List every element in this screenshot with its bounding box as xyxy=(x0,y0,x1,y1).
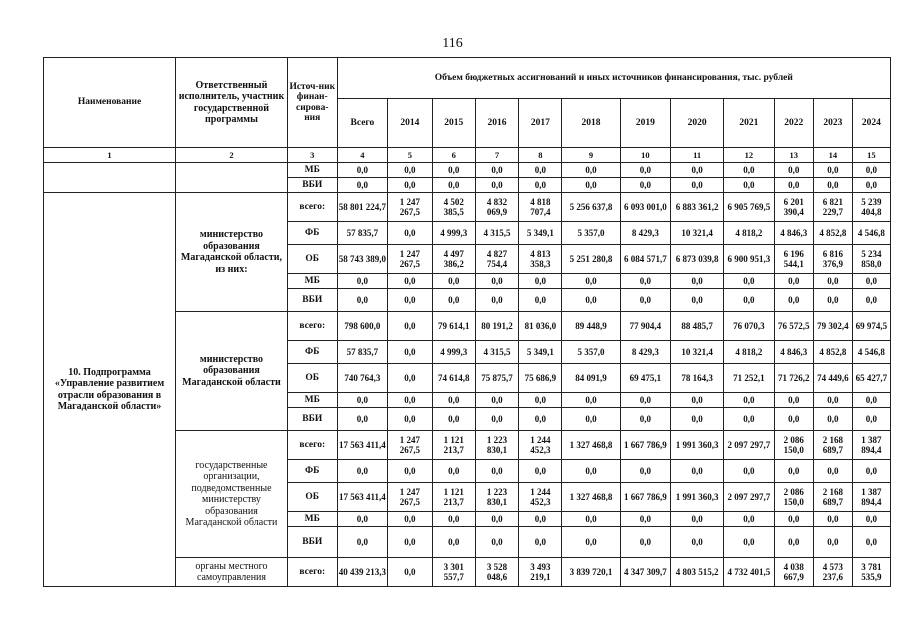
header-year-2016: 2016 xyxy=(475,99,518,148)
header-year-2020: 2020 xyxy=(671,99,724,148)
value-cell: 0,0 xyxy=(432,274,475,289)
value-cell: 2 097 297,7 xyxy=(724,483,775,512)
value-cell: 0,0 xyxy=(852,178,890,193)
value-cell: 0,0 xyxy=(388,558,432,587)
value-cell: 0,0 xyxy=(519,527,562,558)
value-cell: 76 572,5 xyxy=(774,312,813,341)
value-cell: 0,0 xyxy=(388,289,432,312)
value-cell: 0,0 xyxy=(388,460,432,483)
value-cell: 0,0 xyxy=(388,178,432,193)
column-index: 2 xyxy=(176,148,288,163)
value-cell: 1 991 360,3 xyxy=(671,483,724,512)
value-cell: 75 686,9 xyxy=(519,364,562,393)
column-index: 9 xyxy=(562,148,620,163)
value-cell: 0,0 xyxy=(671,527,724,558)
value-cell: 4 038 667,9 xyxy=(774,558,813,587)
value-cell: 4 852,8 xyxy=(813,222,852,245)
value-cell: 0,0 xyxy=(852,393,890,408)
source-cell: МБ xyxy=(287,163,337,178)
source-cell: ВБИ xyxy=(287,289,337,312)
source-cell: ОБ xyxy=(287,245,337,274)
value-cell: 0,0 xyxy=(671,274,724,289)
value-cell: 4 818,2 xyxy=(724,222,775,245)
value-cell: 76 070,3 xyxy=(724,312,775,341)
value-cell: 5 349,1 xyxy=(519,222,562,245)
value-cell: 0,0 xyxy=(813,512,852,527)
value-cell: 0,0 xyxy=(475,178,518,193)
value-cell: 0,0 xyxy=(519,460,562,483)
value-cell: 4 852,8 xyxy=(813,341,852,364)
value-cell: 0,0 xyxy=(774,460,813,483)
value-cell: 0,0 xyxy=(620,460,671,483)
value-cell: 0,0 xyxy=(813,460,852,483)
source-cell: всего: xyxy=(287,312,337,341)
executor-cell-empty xyxy=(176,163,288,193)
value-cell: 0,0 xyxy=(724,512,775,527)
value-cell: 4 818,2 xyxy=(724,341,775,364)
value-cell: 0,0 xyxy=(852,274,890,289)
table-row xyxy=(44,193,891,222)
value-cell: 2 086 150,0 xyxy=(774,483,813,512)
value-cell: 1 121 213,7 xyxy=(432,431,475,460)
value-cell: 0,0 xyxy=(519,512,562,527)
value-cell: 0,0 xyxy=(724,178,775,193)
value-cell: 4 573 237,6 xyxy=(813,558,852,587)
value-cell: 0,0 xyxy=(724,527,775,558)
source-cell: ФБ xyxy=(287,341,337,364)
value-cell: 0,0 xyxy=(388,393,432,408)
value-cell: 0,0 xyxy=(519,393,562,408)
value-cell: 3 839 720,1 xyxy=(562,558,620,587)
value-cell: 0,0 xyxy=(620,512,671,527)
source-cell: ВБИ xyxy=(287,178,337,193)
value-cell: 4 818 707,4 xyxy=(519,193,562,222)
value-cell: 71 726,2 xyxy=(774,364,813,393)
value-cell: 84 091,9 xyxy=(562,364,620,393)
value-cell: 89 448,9 xyxy=(562,312,620,341)
value-cell: 0,0 xyxy=(671,163,724,178)
value-cell: 74 614,8 xyxy=(432,364,475,393)
value-cell: 0,0 xyxy=(774,289,813,312)
value-cell: 0,0 xyxy=(620,178,671,193)
value-cell: 0,0 xyxy=(337,163,388,178)
value-cell: 6 883 361,2 xyxy=(671,193,724,222)
value-cell: 0,0 xyxy=(671,289,724,312)
value-cell: 1 223 830,1 xyxy=(475,431,518,460)
value-cell: 0,0 xyxy=(562,289,620,312)
value-cell: 0,0 xyxy=(562,393,620,408)
value-cell: 3 528 048,6 xyxy=(475,558,518,587)
header-year-2023: 2023 xyxy=(813,99,852,148)
value-cell: 0,0 xyxy=(813,163,852,178)
value-cell: 0,0 xyxy=(475,393,518,408)
value-cell: 0,0 xyxy=(432,408,475,431)
header-name: Наименование xyxy=(44,58,176,148)
value-cell: 0,0 xyxy=(813,289,852,312)
value-cell: 0,0 xyxy=(620,289,671,312)
value-cell: 0,0 xyxy=(337,512,388,527)
value-cell: 5 239 404,8 xyxy=(852,193,890,222)
table-row xyxy=(44,163,891,178)
page-number: 116 xyxy=(442,36,463,51)
value-cell: 0,0 xyxy=(774,274,813,289)
source-cell: всего: xyxy=(287,431,337,460)
value-cell: 0,0 xyxy=(432,289,475,312)
value-cell: 1 387 894,4 xyxy=(852,483,890,512)
value-cell: 6 873 039,8 xyxy=(671,245,724,274)
value-cell: 0,0 xyxy=(388,312,432,341)
value-cell: 0,0 xyxy=(388,408,432,431)
value-cell: 0,0 xyxy=(519,163,562,178)
value-cell: 4 846,3 xyxy=(774,341,813,364)
value-cell: 1 247 267,5 xyxy=(388,193,432,222)
value-cell: 0,0 xyxy=(475,274,518,289)
value-cell: 4 846,3 xyxy=(774,222,813,245)
value-cell: 6 900 951,3 xyxy=(724,245,775,274)
executor-cell: органы местного самоуправления xyxy=(176,558,288,587)
value-cell: 1 247 267,5 xyxy=(388,483,432,512)
value-cell: 0,0 xyxy=(562,527,620,558)
value-cell: 0,0 xyxy=(724,460,775,483)
value-cell: 0,0 xyxy=(852,527,890,558)
column-index: 4 xyxy=(337,148,388,163)
source-cell: ВБИ xyxy=(287,527,337,558)
value-cell: 0,0 xyxy=(813,393,852,408)
value-cell: 0,0 xyxy=(475,460,518,483)
value-cell: 6 196 544,1 xyxy=(774,245,813,274)
value-cell: 17 563 411,4 xyxy=(337,431,388,460)
value-cell: 0,0 xyxy=(813,408,852,431)
value-cell: 4 999,3 xyxy=(432,222,475,245)
value-cell: 58 743 389,0 xyxy=(337,245,388,274)
header-funding-title: Объем бюджетных ассигнований и иных источников финансирования, тыс. рублей xyxy=(337,58,890,99)
header-source: Источ-ник финан-сирова-ния xyxy=(287,58,337,148)
value-cell: 0,0 xyxy=(774,178,813,193)
value-cell: 17 563 411,4 xyxy=(337,483,388,512)
value-cell: 0,0 xyxy=(388,163,432,178)
value-cell: 1 667 786,9 xyxy=(620,483,671,512)
value-cell: 5 357,0 xyxy=(562,222,620,245)
column-index: 14 xyxy=(813,148,852,163)
subprogram-name: 10. Подпрограмма «Управление развитием отрасли образования в Магаданской области» xyxy=(44,193,176,587)
header-year-2015: 2015 xyxy=(432,99,475,148)
value-cell: 0,0 xyxy=(813,527,852,558)
value-cell: 0,0 xyxy=(475,163,518,178)
value-cell: 0,0 xyxy=(337,408,388,431)
value-cell: 75 875,7 xyxy=(475,364,518,393)
value-cell: 4 315,5 xyxy=(475,341,518,364)
value-cell: 740 764,3 xyxy=(337,364,388,393)
executor-cell: министерство образования Магаданской области, из них: xyxy=(176,193,288,312)
value-cell: 1 991 360,3 xyxy=(671,431,724,460)
value-cell: 0,0 xyxy=(388,274,432,289)
value-cell: 4 497 386,2 xyxy=(432,245,475,274)
value-cell: 6 816 376,9 xyxy=(813,245,852,274)
value-cell: 1 223 830,1 xyxy=(475,483,518,512)
value-cell: 6 093 001,0 xyxy=(620,193,671,222)
value-cell: 0,0 xyxy=(519,274,562,289)
name-cell-empty xyxy=(44,163,176,193)
value-cell: 8 429,3 xyxy=(620,341,671,364)
value-cell: 0,0 xyxy=(813,178,852,193)
value-cell: 0,0 xyxy=(852,163,890,178)
value-cell: 0,0 xyxy=(774,527,813,558)
column-index: 15 xyxy=(852,148,890,163)
value-cell: 0,0 xyxy=(620,163,671,178)
value-cell: 0,0 xyxy=(562,178,620,193)
value-cell: 58 801 224,7 xyxy=(337,193,388,222)
value-cell: 0,0 xyxy=(671,408,724,431)
value-cell: 0,0 xyxy=(774,393,813,408)
value-cell: 6 084 571,7 xyxy=(620,245,671,274)
value-cell: 0,0 xyxy=(724,393,775,408)
value-cell: 3 493 219,1 xyxy=(519,558,562,587)
value-cell: 0,0 xyxy=(388,364,432,393)
value-cell: 798 600,0 xyxy=(337,312,388,341)
value-cell: 0,0 xyxy=(774,512,813,527)
value-cell: 1 244 452,3 xyxy=(519,431,562,460)
value-cell: 4 546,8 xyxy=(852,341,890,364)
value-cell: 0,0 xyxy=(562,408,620,431)
value-cell: 0,0 xyxy=(671,178,724,193)
value-cell: 5 251 280,8 xyxy=(562,245,620,274)
header-year-total: Всего xyxy=(337,99,388,148)
column-index: 10 xyxy=(620,148,671,163)
value-cell: 0,0 xyxy=(432,460,475,483)
value-cell: 0,0 xyxy=(671,460,724,483)
value-cell: 0,0 xyxy=(337,393,388,408)
value-cell: 0,0 xyxy=(475,289,518,312)
source-cell: ФБ xyxy=(287,222,337,245)
value-cell: 0,0 xyxy=(432,393,475,408)
value-cell: 0,0 xyxy=(519,178,562,193)
value-cell: 0,0 xyxy=(337,274,388,289)
value-cell: 2 168 689,7 xyxy=(813,431,852,460)
header-year-2014: 2014 xyxy=(388,99,432,148)
value-cell: 79 614,1 xyxy=(432,312,475,341)
value-cell: 0,0 xyxy=(388,341,432,364)
value-cell: 69 475,1 xyxy=(620,364,671,393)
value-cell: 81 036,0 xyxy=(519,312,562,341)
value-cell: 2 168 689,7 xyxy=(813,483,852,512)
value-cell: 57 835,7 xyxy=(337,222,388,245)
value-cell: 0,0 xyxy=(620,527,671,558)
value-cell: 69 974,5 xyxy=(852,312,890,341)
value-cell: 5 234 858,0 xyxy=(852,245,890,274)
value-cell: 0,0 xyxy=(337,527,388,558)
source-cell: МБ xyxy=(287,512,337,527)
value-cell: 0,0 xyxy=(813,274,852,289)
value-cell: 0,0 xyxy=(724,163,775,178)
value-cell: 4 546,8 xyxy=(852,222,890,245)
value-cell: 78 164,3 xyxy=(671,364,724,393)
value-cell: 0,0 xyxy=(337,289,388,312)
value-cell: 0,0 xyxy=(562,460,620,483)
source-cell: всего: xyxy=(287,193,337,222)
executor-cell: министерство образования Магаданской области xyxy=(176,312,288,431)
value-cell: 6 821 229,7 xyxy=(813,193,852,222)
value-cell: 0,0 xyxy=(774,163,813,178)
value-cell: 0,0 xyxy=(774,408,813,431)
value-cell: 1 327 468,8 xyxy=(562,483,620,512)
value-cell: 0,0 xyxy=(432,512,475,527)
value-cell: 77 904,4 xyxy=(620,312,671,341)
value-cell: 0,0 xyxy=(562,512,620,527)
column-index: 8 xyxy=(519,148,562,163)
value-cell: 0,0 xyxy=(475,512,518,527)
value-cell: 0,0 xyxy=(852,408,890,431)
value-cell: 1 387 894,4 xyxy=(852,431,890,460)
column-index: 7 xyxy=(475,148,518,163)
column-index: 1 xyxy=(44,148,176,163)
value-cell: 1 247 267,5 xyxy=(388,245,432,274)
value-cell: 0,0 xyxy=(562,163,620,178)
source-cell: всего: xyxy=(287,558,337,587)
header-year-2017: 2017 xyxy=(519,99,562,148)
source-cell: ВБИ xyxy=(287,408,337,431)
value-cell: 0,0 xyxy=(388,527,432,558)
value-cell: 80 191,2 xyxy=(475,312,518,341)
header-year-2021: 2021 xyxy=(724,99,775,148)
column-index: 11 xyxy=(671,148,724,163)
value-cell: 2 097 297,7 xyxy=(724,431,775,460)
value-cell: 6 201 390,4 xyxy=(774,193,813,222)
source-cell: МБ xyxy=(287,393,337,408)
value-cell: 4 732 401,5 xyxy=(724,558,775,587)
value-cell: 6 905 769,5 xyxy=(724,193,775,222)
value-cell: 0,0 xyxy=(519,408,562,431)
column-index: 13 xyxy=(774,148,813,163)
value-cell: 0,0 xyxy=(432,178,475,193)
funding-table xyxy=(43,57,891,587)
value-cell: 4 803 515,2 xyxy=(671,558,724,587)
column-index: 3 xyxy=(287,148,337,163)
source-cell: ФБ xyxy=(287,460,337,483)
value-cell: 74 449,6 xyxy=(813,364,852,393)
value-cell: 4 813 358,3 xyxy=(519,245,562,274)
value-cell: 0,0 xyxy=(519,289,562,312)
source-cell: ОБ xyxy=(287,364,337,393)
value-cell: 1 121 213,7 xyxy=(432,483,475,512)
executor-cell: государственные организации, подведомственные министерству образования Магаданской области xyxy=(176,431,288,558)
value-cell: 0,0 xyxy=(432,163,475,178)
header-year-2019: 2019 xyxy=(620,99,671,148)
value-cell: 5 349,1 xyxy=(519,341,562,364)
value-cell: 71 252,1 xyxy=(724,364,775,393)
value-cell: 4 315,5 xyxy=(475,222,518,245)
value-cell: 3 301 557,7 xyxy=(432,558,475,587)
value-cell: 0,0 xyxy=(388,512,432,527)
value-cell: 0,0 xyxy=(852,512,890,527)
value-cell: 8 429,3 xyxy=(620,222,671,245)
value-cell: 10 321,4 xyxy=(671,341,724,364)
value-cell: 88 485,7 xyxy=(671,312,724,341)
column-index: 5 xyxy=(388,148,432,163)
value-cell: 4 347 309,7 xyxy=(620,558,671,587)
value-cell: 0,0 xyxy=(337,178,388,193)
value-cell: 0,0 xyxy=(432,527,475,558)
value-cell: 0,0 xyxy=(388,222,432,245)
header-year-2024: 2024 xyxy=(852,99,890,148)
header-year-2022: 2022 xyxy=(774,99,813,148)
value-cell: 1 244 452,3 xyxy=(519,483,562,512)
value-cell: 0,0 xyxy=(852,289,890,312)
value-cell: 1 247 267,5 xyxy=(388,431,432,460)
header-executor: Ответственный исполнитель, участник государственной программы xyxy=(176,58,288,148)
value-cell: 4 999,3 xyxy=(432,341,475,364)
value-cell: 0,0 xyxy=(337,460,388,483)
value-cell: 0,0 xyxy=(724,289,775,312)
value-cell: 65 427,7 xyxy=(852,364,890,393)
value-cell: 0,0 xyxy=(475,408,518,431)
value-cell: 0,0 xyxy=(620,274,671,289)
value-cell: 57 835,7 xyxy=(337,341,388,364)
value-cell: 0,0 xyxy=(475,527,518,558)
value-cell: 0,0 xyxy=(671,393,724,408)
column-index: 12 xyxy=(724,148,775,163)
value-cell: 4 502 385,5 xyxy=(432,193,475,222)
value-cell: 5 256 637,8 xyxy=(562,193,620,222)
value-cell: 0,0 xyxy=(671,512,724,527)
value-cell: 1 667 786,9 xyxy=(620,431,671,460)
source-cell: МБ xyxy=(287,274,337,289)
column-index: 6 xyxy=(432,148,475,163)
value-cell: 0,0 xyxy=(620,408,671,431)
value-cell: 0,0 xyxy=(562,274,620,289)
value-cell: 40 439 213,3 xyxy=(337,558,388,587)
value-cell: 2 086 150,0 xyxy=(774,431,813,460)
value-cell: 1 327 468,8 xyxy=(562,431,620,460)
value-cell: 5 357,0 xyxy=(562,341,620,364)
source-cell: ОБ xyxy=(287,483,337,512)
value-cell: 79 302,4 xyxy=(813,312,852,341)
value-cell: 3 781 535,9 xyxy=(852,558,890,587)
value-cell: 0,0 xyxy=(620,393,671,408)
value-cell: 4 827 754,4 xyxy=(475,245,518,274)
value-cell: 0,0 xyxy=(852,460,890,483)
value-cell: 0,0 xyxy=(724,408,775,431)
value-cell: 0,0 xyxy=(724,274,775,289)
value-cell: 4 832 069,9 xyxy=(475,193,518,222)
header-year-2018: 2018 xyxy=(562,99,620,148)
value-cell: 10 321,4 xyxy=(671,222,724,245)
